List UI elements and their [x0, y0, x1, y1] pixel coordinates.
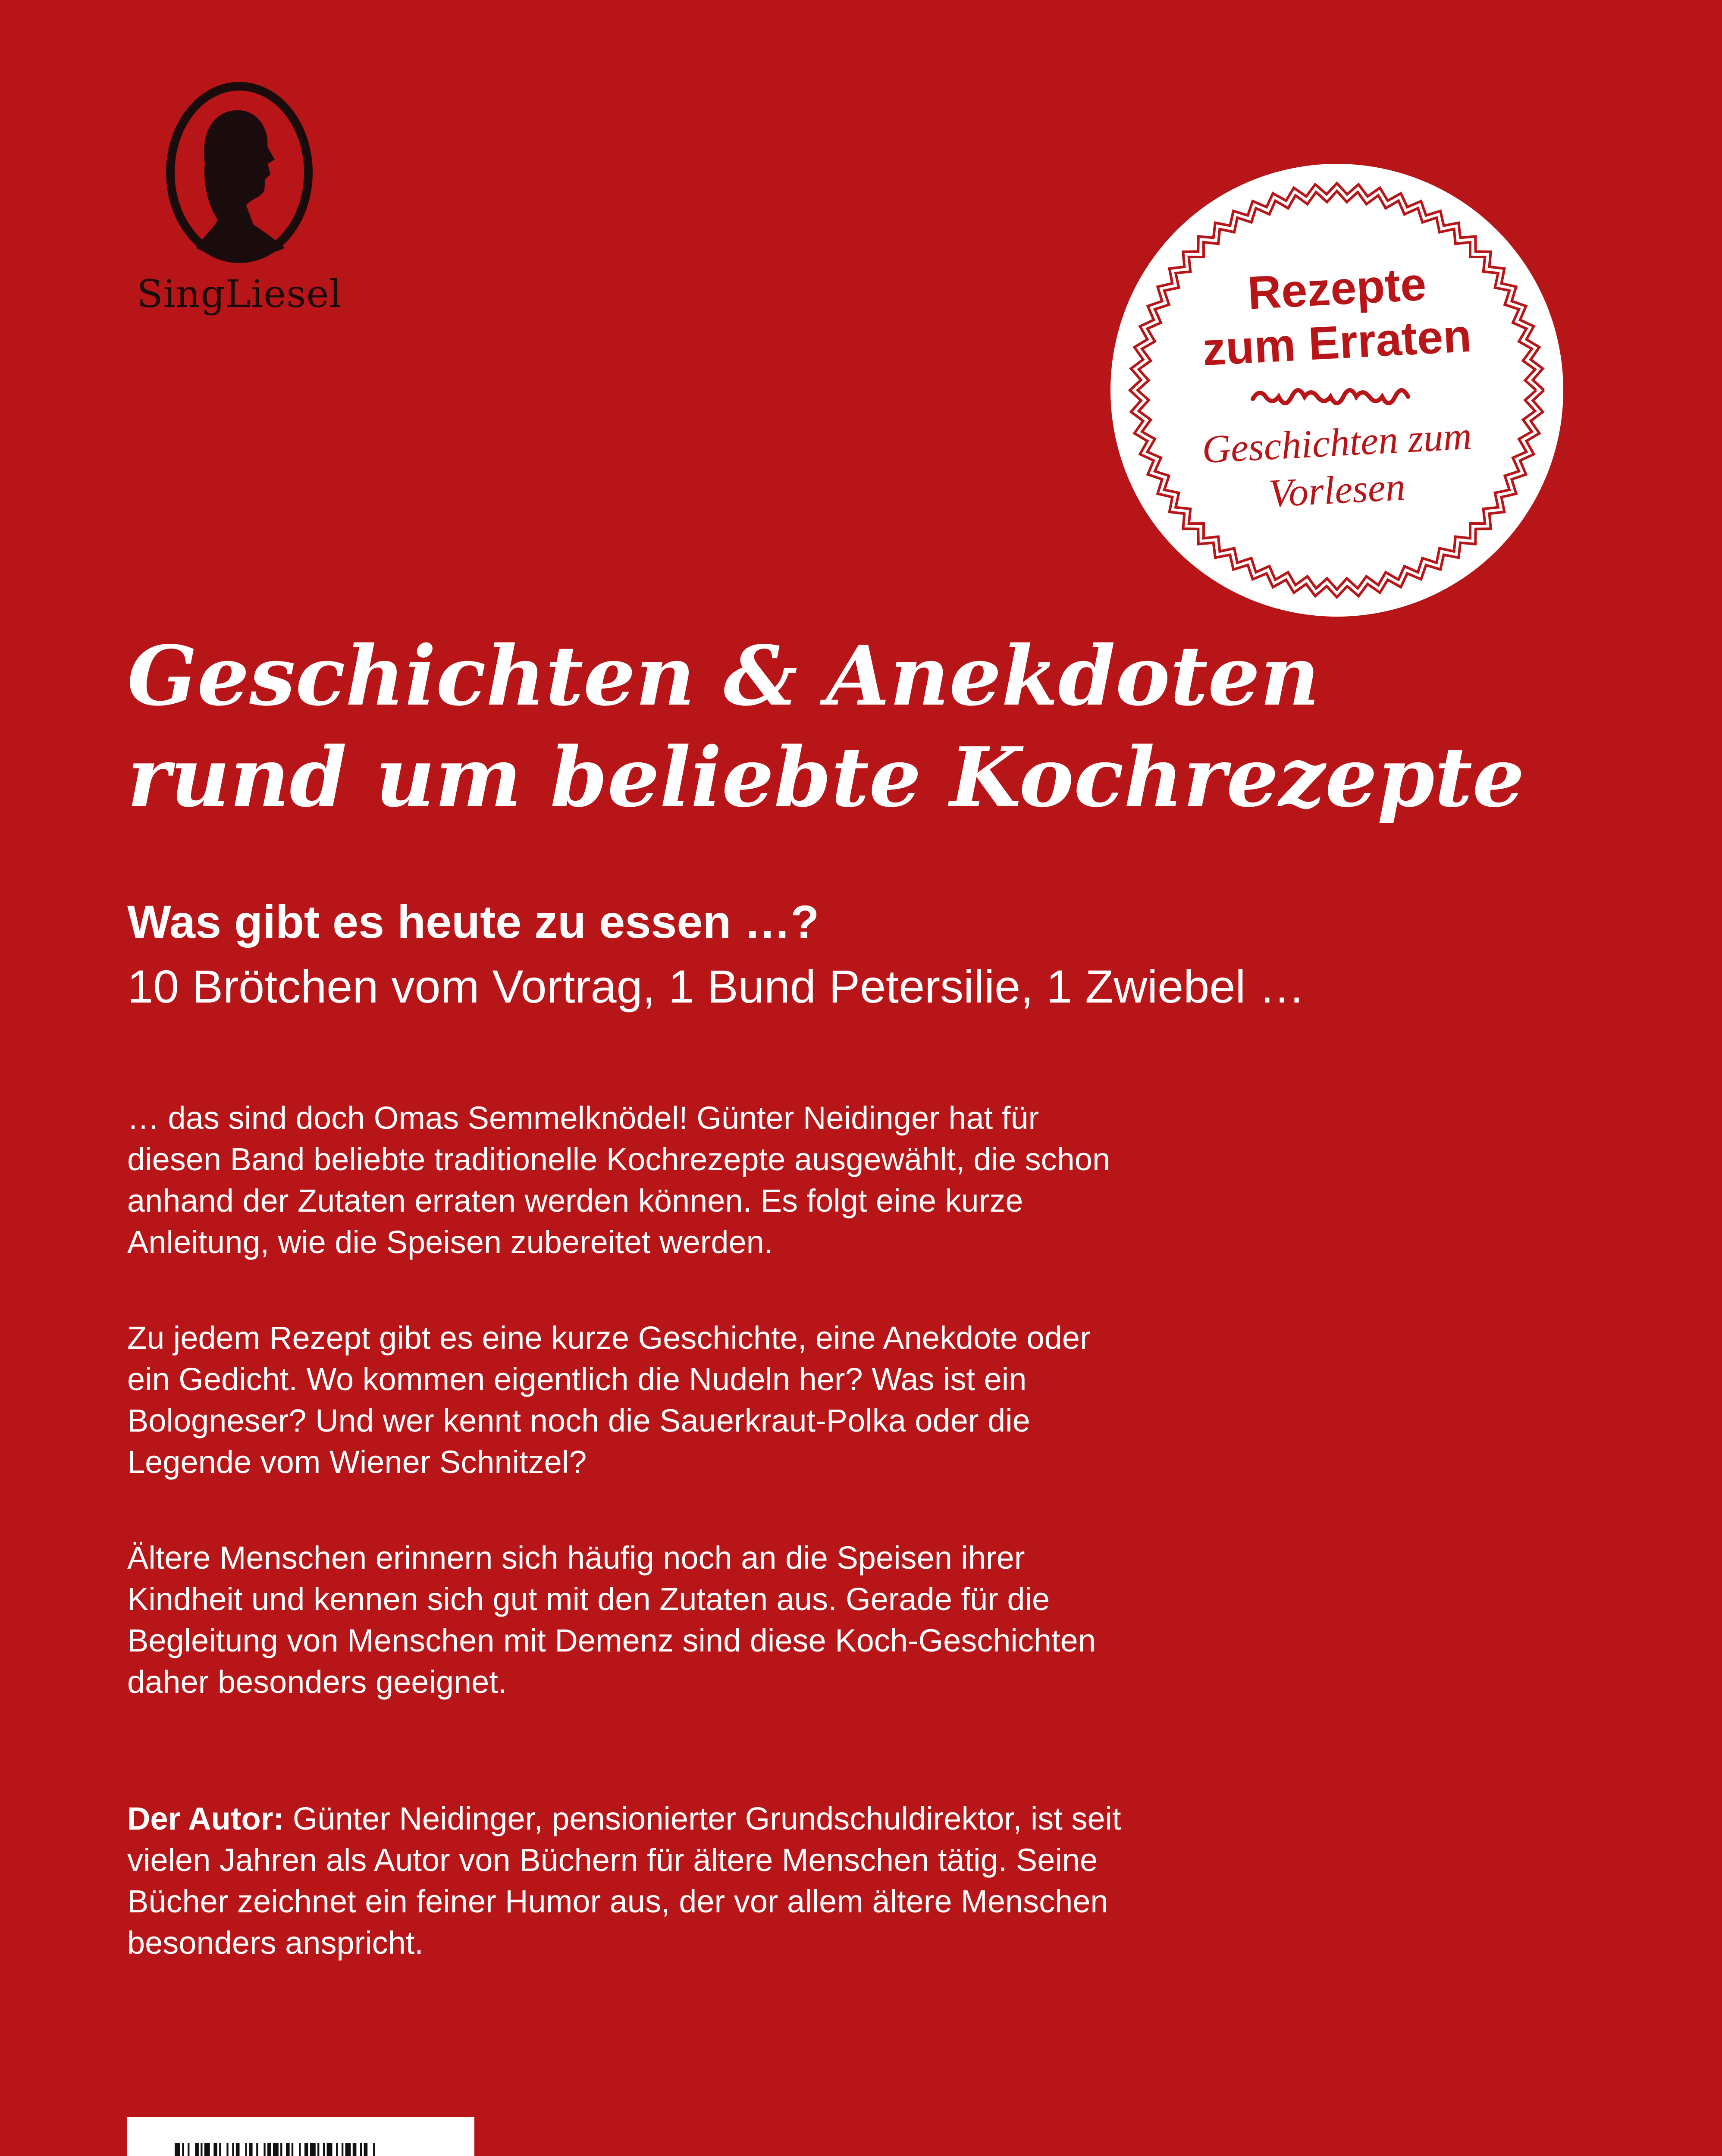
badge-title-line2: zum Erraten — [1201, 309, 1473, 376]
lead-question: Was gibt es heute zu essen …? — [127, 896, 819, 948]
author-label: Der Autor: — [127, 1801, 284, 1836]
headline-line1: Geschichten & Anekdoten — [127, 628, 1320, 724]
publisher-logo — [127, 78, 351, 345]
badge-title-line1: Rezepte — [1246, 257, 1427, 319]
lead-ingredient-list: 10 Brötchen vom Vortrag, 1 Bund Petersilie, 1 Zwiebel … — [127, 960, 1305, 1012]
paragraph-intro: … das sind doch Omas Semmelknödel! Günter Neidinger hat für diesen Band beliebte traditionelle Kochrezepte ausgewählt, die schon anhand der Zutaten erraten werden können. Es folgt eine kurze Anleitung, wie die Speisen zubereitet werden. — [127, 1100, 1110, 1260]
headline-line2: rund um beliebte Kochrezepte — [127, 729, 1525, 825]
logo-wordmark: SingLiesel — [137, 272, 342, 316]
paragraph-author — [127, 1798, 1136, 1964]
author-text: Günter Neidinger, pensionierter Grundschuldirektor, ist seit vielen Jahren als Autor von Büchern für ältere Menschen tätig. Seine Bücher zeichnet ein feiner Humor aus, der vor allem ältere Menschen besonders anspricht. — [127, 1801, 1121, 1961]
headline — [127, 625, 1593, 828]
badge-subtitle-line2: Vorlesen — [1267, 464, 1406, 516]
recipe-badge — [1110, 164, 1563, 617]
paragraph-stories: Zu jedem Rezept gibt es eine kurze Geschichte, eine Anekdote oder ein Gedicht. Wo kommen eigentlich die Nudeln her? Was ist ein Bologneser? Und wer kennt noch die Sauerkraut-Polka oder die Legende vom Wiener Schnitzel? — [127, 1320, 1091, 1480]
barcode-icon — [175, 2143, 427, 2156]
zigzag-border-icon — [1110, 164, 1563, 617]
silhouette-cameo-icon — [162, 78, 317, 267]
barcode-box — [127, 2117, 474, 2156]
badge-subtitle-line1: Geschichten zum — [1201, 413, 1473, 472]
paragraph-dementia: Ältere Menschen erinnern sich häufig noch an die Speisen ihrer Kindheit und kennen sich gut mit den Zutaten aus. Gerade für die Begleitung von Menschen mit Demenz sind diese Koch-Geschichten daher besonders geeignet. — [127, 1540, 1096, 1700]
